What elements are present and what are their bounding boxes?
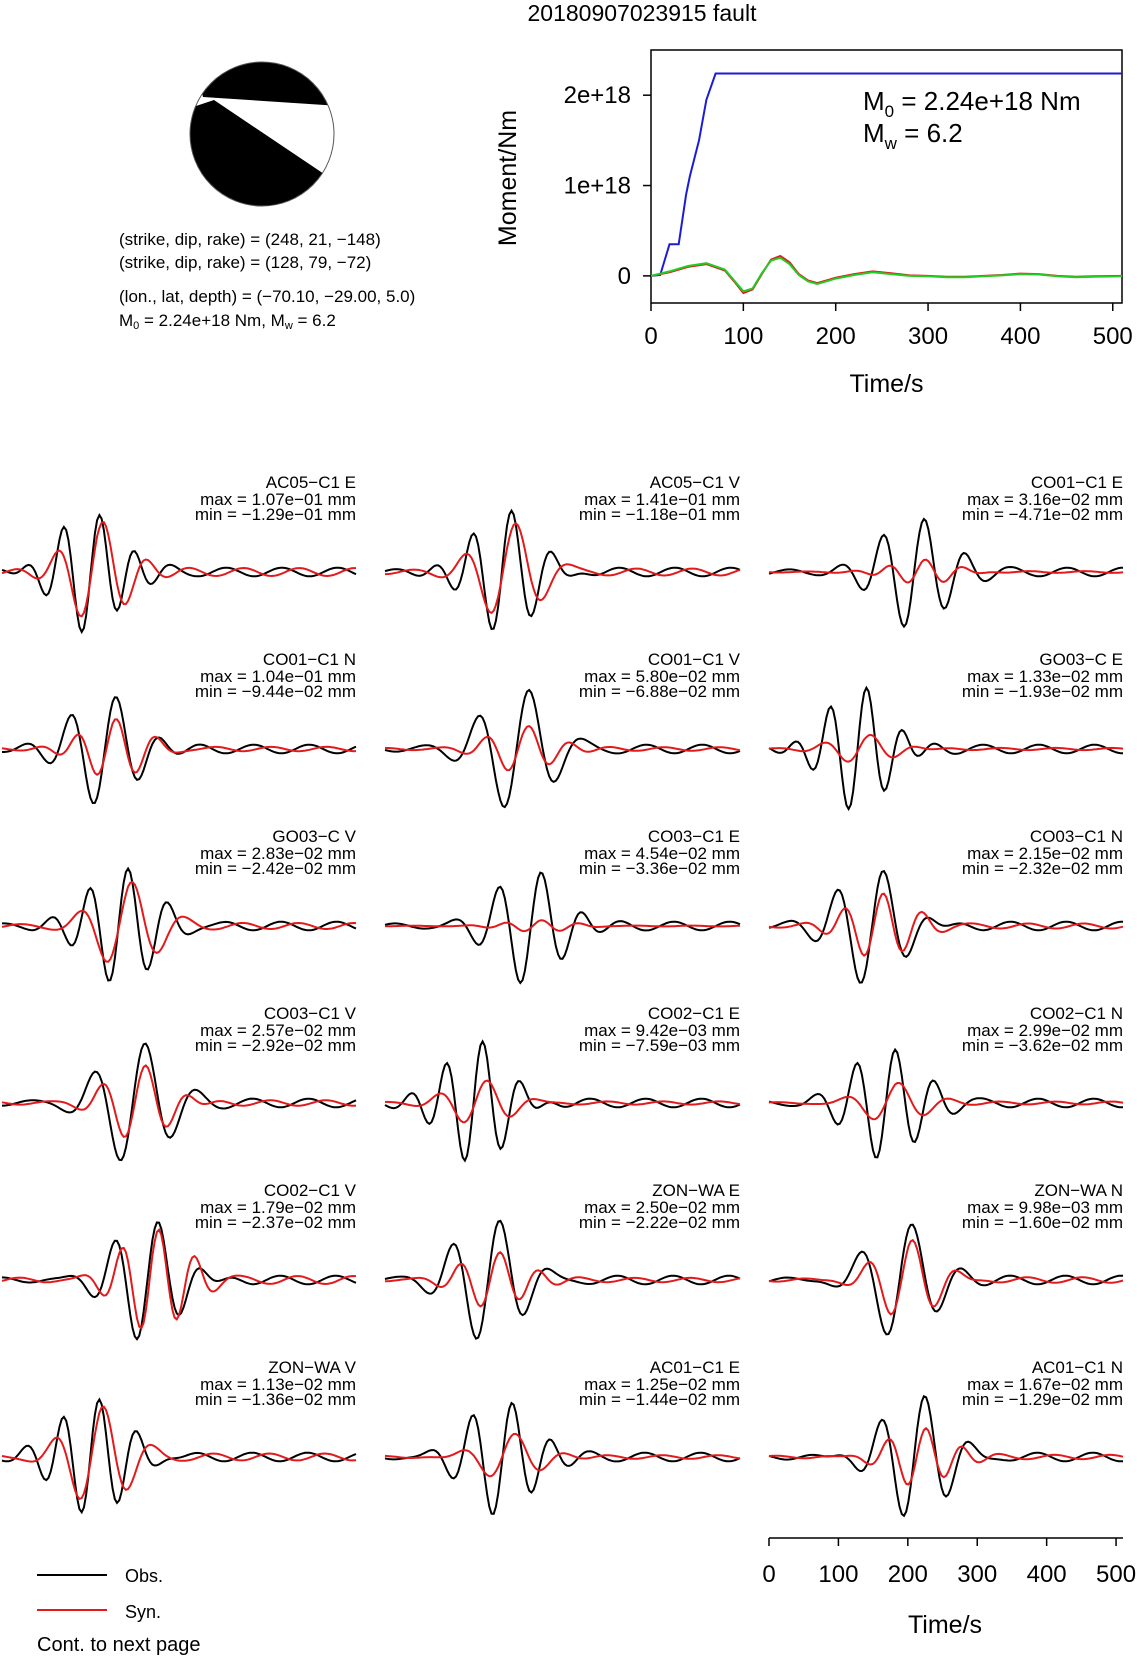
trace-max-label: max = 2.99e−02 mm bbox=[967, 1021, 1123, 1040]
waveform-cell bbox=[769, 1004, 1123, 1157]
waveform-cell bbox=[769, 650, 1123, 809]
moment-annotation-mw: $M_w = 6.2$ bbox=[863, 118, 963, 153]
trace-station-label: AC01−C1 N bbox=[1031, 1358, 1123, 1377]
trace-max-label: max = 2.57e−02 mm bbox=[200, 1021, 356, 1040]
moment-ytick-label: 1e+18 bbox=[563, 172, 631, 200]
trace-min-label: min = −2.32e−02 mm bbox=[961, 859, 1123, 878]
trace-obs-line bbox=[385, 1041, 740, 1160]
trace-min-label: min = −6.88e−02 mm bbox=[578, 682, 740, 701]
beachball-icon bbox=[180, 40, 344, 220]
trace-station-label: CO01−C1 V bbox=[647, 650, 740, 669]
wave-xtick-label: 500 bbox=[1096, 1561, 1137, 1588]
moment-annotation-m0: $M_0 = 2.24e+18$ Nm bbox=[863, 86, 1081, 121]
trace-station-label: AC01−C1 E bbox=[649, 1358, 740, 1377]
trace-station-label: ZON−WA V bbox=[268, 1358, 356, 1377]
trace-max-label: max = 1.33e−02 mm bbox=[967, 667, 1123, 686]
moment-ylabel: Moment/Nm bbox=[494, 109, 522, 247]
waveform-cell bbox=[385, 1004, 740, 1161]
waveform-cell bbox=[769, 1181, 1123, 1334]
trace-max-label: max = 1.25e−02 mm bbox=[584, 1375, 740, 1394]
trace-min-label: min = −1.29e−02 mm bbox=[961, 1390, 1123, 1409]
trace-min-label: min = −9.44e−02 mm bbox=[194, 682, 356, 701]
waveform-cell bbox=[2, 650, 356, 803]
trace-station-label: CO03−C1 N bbox=[1029, 827, 1123, 846]
continue-note: Cont. to next page bbox=[37, 1634, 201, 1656]
trace-min-label: min = −2.37e−02 mm bbox=[194, 1213, 356, 1232]
trace-min-label: min = −1.93e−02 mm bbox=[961, 682, 1123, 701]
trace-station-label: ZON−WA E bbox=[652, 1181, 740, 1200]
trace-station-label: CO02−C1 E bbox=[647, 1004, 740, 1023]
trace-max-label: max = 2.50e−02 mm bbox=[584, 1198, 740, 1217]
trace-min-label: min = −1.18e−01 mm bbox=[578, 505, 740, 524]
legend-obs-label: Obs. bbox=[125, 1566, 164, 1586]
moment-xtick-label: 400 bbox=[1000, 323, 1041, 350]
moment-ytick-label: 0 bbox=[617, 262, 631, 290]
trace-station-label: AC05−C1 V bbox=[649, 473, 740, 492]
trace-syn-line bbox=[385, 1081, 740, 1123]
trace-max-label: max = 5.80e−02 mm bbox=[584, 667, 740, 686]
moment-xlabel: Time/s bbox=[849, 370, 924, 398]
trace-max-label: max = 1.07e−01 mm bbox=[200, 490, 356, 509]
trace-station-label: GO03−C V bbox=[272, 827, 356, 846]
moment-xtick-label: 100 bbox=[723, 323, 764, 350]
moment-xtick-label: 300 bbox=[908, 323, 949, 350]
wave-xtick-label: 100 bbox=[818, 1561, 859, 1588]
waveform-cell bbox=[769, 473, 1123, 627]
plane1-text: (strike, dip, rake) = (248, 21, −148) bbox=[119, 230, 381, 249]
trace-station-label: CO02−C1 N bbox=[1029, 1004, 1123, 1023]
trace-syn-line bbox=[769, 894, 1123, 956]
waveform-cell bbox=[2, 1358, 357, 1512]
trace-min-label: min = −2.42e−02 mm bbox=[194, 859, 356, 878]
trace-obs-line bbox=[385, 873, 740, 983]
trace-max-label: max = 1.67e−02 mm bbox=[967, 1375, 1123, 1394]
trace-min-label: min = −1.29e−01 mm bbox=[194, 505, 356, 524]
trace-max-label: max = 4.54e−02 mm bbox=[584, 844, 740, 863]
waveform-time-axis bbox=[762, 1538, 1136, 1639]
trace-syn-line bbox=[385, 523, 740, 613]
wave-xtick-label: 400 bbox=[1026, 1561, 1067, 1588]
waveform-cell bbox=[2, 827, 357, 981]
trace-min-label: min = −3.62e−02 mm bbox=[961, 1036, 1123, 1055]
trace-max-label: max = 3.16e−02 mm bbox=[967, 490, 1123, 509]
trace-obs-line bbox=[385, 1221, 740, 1339]
trace-max-label: max = 2.15e−02 mm bbox=[967, 844, 1123, 863]
waveform-cell bbox=[2, 1004, 357, 1160]
moment-rate-plot bbox=[494, 50, 1133, 398]
trace-obs-line bbox=[2, 869, 356, 981]
wave-xtick-label: 0 bbox=[762, 1561, 776, 1588]
trace-syn-line bbox=[2, 882, 356, 962]
location-text: (lon., lat, depth) = (−70.10, −29.00, 5.0) bbox=[119, 287, 416, 306]
plane2-text: (strike, dip, rake) = (128, 79, −72) bbox=[119, 253, 372, 272]
moment-xtick-label: 500 bbox=[1092, 323, 1133, 350]
trace-syn-line bbox=[385, 920, 740, 931]
trace-max-label: max = 1.41e−01 mm bbox=[584, 490, 740, 509]
waveform-cell bbox=[385, 1358, 740, 1514]
trace-min-label: min = −1.44e−02 mm bbox=[578, 1390, 740, 1409]
trace-syn-line bbox=[2, 719, 356, 774]
legend bbox=[37, 1566, 163, 1622]
trace-max-label: max = 9.42e−03 mm bbox=[584, 1021, 740, 1040]
wave-xlabel: Time/s bbox=[907, 1611, 983, 1639]
trace-station-label: GO03−C E bbox=[1039, 650, 1123, 669]
waveform-cell bbox=[385, 827, 740, 983]
trace-max-label: max = 1.79e−02 mm bbox=[200, 1198, 356, 1217]
trace-max-label: max = 1.04e−01 mm bbox=[200, 667, 356, 686]
trace-min-label: min = −1.60e−02 mm bbox=[961, 1213, 1123, 1232]
trace-station-label: CO03−C1 E bbox=[647, 827, 740, 846]
trace-max-label: max = 9.98e−03 mm bbox=[967, 1198, 1123, 1217]
trace-station-label: CO02−C1 V bbox=[263, 1181, 356, 1200]
trace-min-label: min = −3.36e−02 mm bbox=[578, 859, 740, 878]
trace-station-label: AC05−C1 E bbox=[265, 473, 356, 492]
trace-syn-line bbox=[769, 1428, 1123, 1484]
waveform-cell bbox=[769, 827, 1123, 983]
trace-station-label: CO01−C1 E bbox=[1030, 473, 1123, 492]
figure-title: 20180907023915 fault bbox=[527, 0, 757, 26]
waveform-cell bbox=[385, 473, 741, 629]
waveform-cell bbox=[385, 650, 741, 807]
trace-min-label: min = −7.59e−03 mm bbox=[578, 1036, 740, 1055]
waveform-cell bbox=[2, 1181, 357, 1339]
wave-xtick-label: 200 bbox=[887, 1561, 928, 1588]
legend-syn-label: Syn. bbox=[125, 1602, 162, 1622]
trace-obs-line bbox=[2, 1400, 356, 1513]
trace-max-label: max = 2.83e−02 mm bbox=[200, 844, 356, 863]
moment-ytick-label: 2e+18 bbox=[563, 82, 631, 110]
waveform-grid bbox=[2, 473, 1123, 1516]
moment-magnitude-text: $M_0 = 2.24e+18$ Nm, $M_w = 6.2$ bbox=[119, 311, 336, 332]
waveform-cell bbox=[2, 473, 356, 632]
trace-syn-line bbox=[385, 726, 740, 770]
trace-obs-line bbox=[2, 515, 356, 632]
beachball-upper-quadrant bbox=[190, 40, 340, 106]
trace-min-label: min = −1.36e−02 mm bbox=[194, 1390, 356, 1409]
trace-min-label: min = −2.92e−02 mm bbox=[194, 1036, 356, 1055]
trace-max-label: max = 1.13e−02 mm bbox=[200, 1375, 356, 1394]
trace-syn-line bbox=[769, 1240, 1123, 1314]
trace-syn-line bbox=[769, 1083, 1123, 1119]
trace-syn-line bbox=[385, 1434, 740, 1476]
trace-station-label: ZON−WA N bbox=[1034, 1181, 1123, 1200]
waveform-cell bbox=[385, 1181, 740, 1339]
trace-syn-line bbox=[769, 560, 1123, 583]
waveform-cell bbox=[769, 1358, 1123, 1516]
trace-station-label: CO03−C1 V bbox=[263, 1004, 356, 1023]
trace-station-label: CO01−C1 N bbox=[262, 650, 356, 669]
moment-xtick-label: 0 bbox=[644, 323, 658, 350]
wave-xtick-label: 300 bbox=[957, 1561, 998, 1588]
trace-min-label: min = −2.22e−02 mm bbox=[578, 1213, 740, 1232]
trace-min-label: min = −4.71e−02 mm bbox=[961, 505, 1123, 524]
moment-xtick-label: 200 bbox=[815, 323, 856, 350]
trace-syn-line bbox=[2, 1066, 356, 1137]
